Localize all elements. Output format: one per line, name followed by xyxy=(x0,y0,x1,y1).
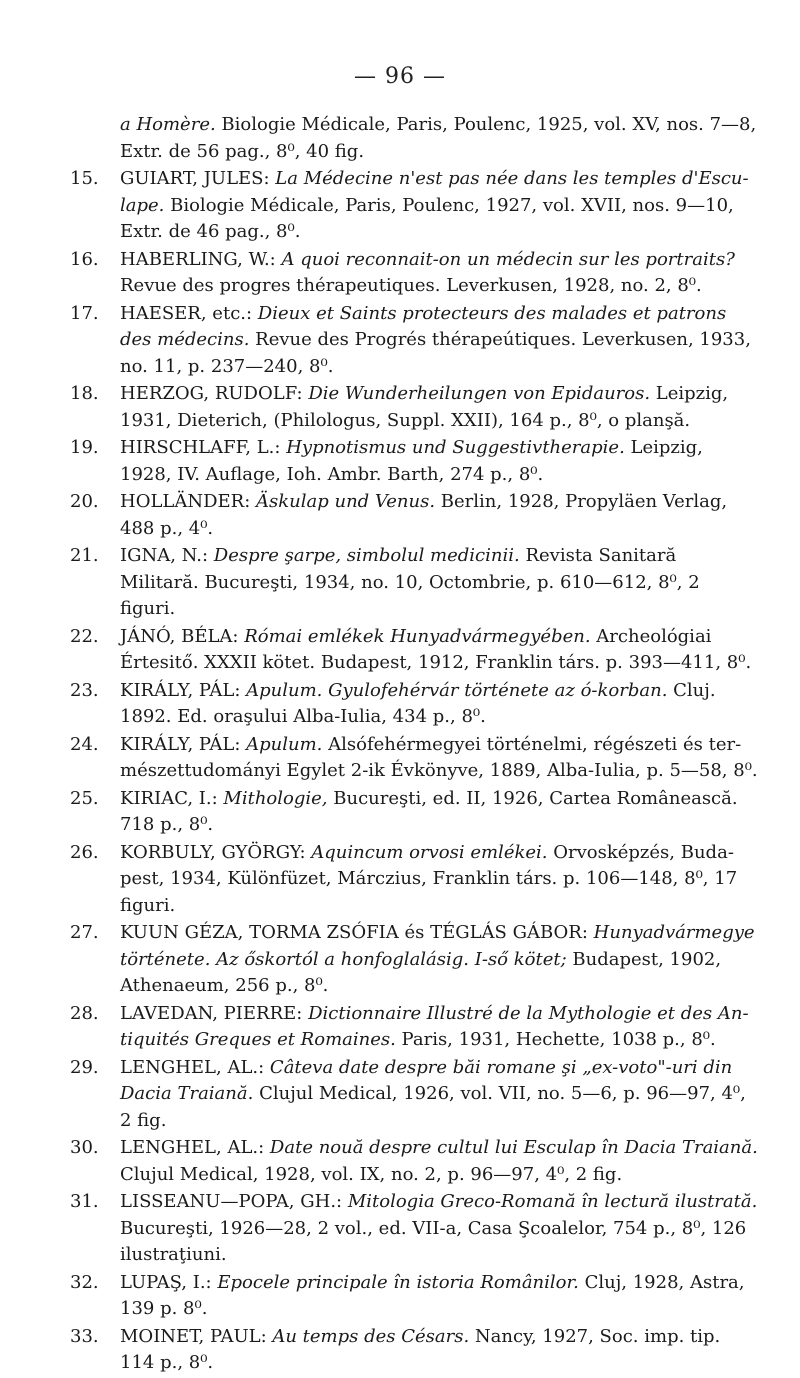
entry-details: Revue des progres thérapeutiques. Leverkusen, 1928, no. 2, 8⁰. xyxy=(120,275,702,296)
entry-title: Despre şarpe, simbolul medicinii. xyxy=(213,545,520,566)
entry-title: Die Wunderheilungen von Epidauros. xyxy=(308,383,651,404)
entry-number: 18. xyxy=(70,383,99,404)
entry-number: 19. xyxy=(70,437,99,458)
entry-title: Mitologia Greco-Romană în lectură ilustrată. xyxy=(347,1191,758,1212)
entry-title: a Homère. xyxy=(120,114,216,135)
entry-title: Äskulap und Venus. xyxy=(256,491,436,512)
entry-number: 20. xyxy=(70,491,99,512)
entry-details: Revista Sanitară Militară. Bucureşti, 1934, no. 10, Octombrie, p. 610—612, 8⁰, 2 figuri. xyxy=(120,545,700,619)
bibliography-entry xyxy=(70,1189,760,1269)
entry-author: IGNA, N.: xyxy=(120,545,214,566)
bibliography-entry xyxy=(70,920,760,1000)
entry-details: Alsófehérmegyei történelmi, régészeti és természettudományi Egylet 2-ik Évkönyve, 1889, Alba-Iulia, p. 5—58, 8⁰. xyxy=(120,733,758,781)
entry-details: Clujul Medical, 1926, vol. VII, no. 5—6, p. 96—97, 4⁰, 2 fig. xyxy=(120,1083,746,1131)
entry-author: MOINET, PAUL: xyxy=(120,1325,273,1347)
bibliography-entry xyxy=(70,112,760,165)
entry-author: KORBULY, GYÖRGY: xyxy=(120,841,312,863)
entry-title: Câteva date despre băi romane şi „ex-voto"-uri din Dacia Traiană. xyxy=(120,1056,733,1104)
entry-number: 24. xyxy=(70,733,99,755)
entry-details: Bucureşti, ed. II, 1926, Cartea Românească. 718 p., 8⁰. xyxy=(120,787,738,835)
bibliography-entry xyxy=(70,624,760,677)
entry-details: Biologie Médicale, Paris, Poulenc, 1925, vol. XV, nos. 7—8, Extr. de 56 pag., 8⁰, 40 fig. xyxy=(120,114,757,162)
entry-number: 31. xyxy=(70,1191,99,1212)
entry-title: Apulum. xyxy=(246,733,323,755)
bibliography-entry xyxy=(70,166,760,246)
entry-title: Apulum. Gyulofehérvár története az ó-korban. xyxy=(246,679,668,701)
entry-title: Au temps des Césars. xyxy=(272,1325,470,1347)
entry-number: 15. xyxy=(70,168,99,189)
entry-details: Biologie Médicale, Paris, Poulenc, 1927, vol. XVII, nos. 9—10, Extr. de 46 pag., 8⁰. xyxy=(120,194,734,242)
entry-author: KUUN GÉZA, TORMA ZSÓFIA és TÉGLÁS GÁBOR: xyxy=(120,922,594,943)
entry-title: Hypnotismus und Suggestivtherapie. xyxy=(286,437,625,458)
entry-author: KIRIAC, I.: xyxy=(120,787,224,809)
bibliography-entry xyxy=(70,489,760,542)
bibliography-entry xyxy=(70,247,760,300)
entry-details: Revue des Progrés thérapeútiques. Leverkusen, 1933, no. 11, p. 237—240, 8⁰. xyxy=(120,329,751,377)
bibliography-entry xyxy=(70,732,760,785)
entry-author: HABERLING, W.: xyxy=(120,248,282,270)
entry-author: GUIART, JULES: xyxy=(120,168,276,189)
entry-number: 17. xyxy=(70,302,99,324)
entry-number: 33. xyxy=(70,1325,99,1347)
bibliography-entry xyxy=(70,1001,760,1054)
entry-title: Dictionnaire Illustré de la Mythologie et des Antiquités Greques et Romaines. xyxy=(120,1002,749,1050)
entry-author: LENGHEL, AL.: xyxy=(120,1056,270,1078)
entry-title: La Médecine n'est pas née dans les temples d'Esculape. xyxy=(120,168,749,216)
entry-number: 26. xyxy=(70,841,99,863)
bibliography-entry xyxy=(70,840,760,920)
entry-title: Epocele principale în istoria Românilor. xyxy=(217,1271,579,1293)
entry-number: 28. xyxy=(70,1002,99,1024)
entry-author: KIRÁLY, PÁL: xyxy=(120,679,247,701)
bibliography-entry xyxy=(70,381,760,434)
entry-number: 22. xyxy=(70,625,99,647)
entry-number: 21. xyxy=(70,545,99,566)
entry-details: Orvosképzés, Budapest, 1934, Különfüzet, Márczius, Franklin társ. p. 106—148, 8⁰, 17 figuri. xyxy=(120,841,738,916)
bibliography-entry xyxy=(70,1324,760,1377)
entry-number: 25. xyxy=(70,787,99,809)
bibliography-entry xyxy=(70,435,760,488)
entry-details: Leipzig, 1931, Dieterich, (Philologus, Suppl. XXII), 164 p., 8⁰, o planşă. xyxy=(120,383,729,431)
entry-title: Date nouă despre cultul lui Esculap în Dacia Traiană. xyxy=(269,1137,758,1158)
entry-author: LISSEANU—POPA, GH.: xyxy=(120,1191,348,1212)
entry-number: 27. xyxy=(70,922,99,943)
page-number: — 96 — xyxy=(354,64,446,89)
entry-details: Paris, 1931, Hechette, 1038 p., 8⁰. xyxy=(395,1029,716,1050)
entry-author: JÁNÓ, BÉLA: xyxy=(120,625,245,647)
entry-title: Aquincum orvosi emlékei. xyxy=(311,841,548,863)
entry-details: Archeológiai Értesitő. XXXII kötet. Budapest, 1912, Franklin társ. p. 393—411, 8⁰. xyxy=(120,625,752,673)
entry-author: LENGHEL, AL.: xyxy=(120,1137,270,1158)
entry-number: 29. xyxy=(70,1056,99,1078)
entry-title: Mithologie, xyxy=(223,787,328,809)
bibliography-entry xyxy=(70,301,760,381)
entry-details: Leipzig, 1928, IV. Auflage, Ioh. Ambr. Barth, 274 p., 8⁰. xyxy=(120,437,703,485)
entry-number: 23. xyxy=(70,679,99,701)
entry-author: HOLLÄNDER: xyxy=(120,491,257,512)
bibliography-entry xyxy=(70,1055,760,1135)
bibliography-entry xyxy=(70,678,760,731)
entry-title: Dieux et Saints protecteurs des malades et patrons des médecins. xyxy=(120,302,727,350)
bibliography-entry xyxy=(70,543,760,623)
entry-author: HIRSCHLAFF, L.: xyxy=(120,437,287,458)
entry-number: 32. xyxy=(70,1271,99,1293)
entry-author: LUPAŞ, I.: xyxy=(120,1271,218,1293)
entry-author: HERZOG, RUDOLF: xyxy=(120,383,309,404)
entry-details: Berlin, 1928, Propyläen Verlag, 488 p., 4⁰. xyxy=(120,491,728,539)
entry-details: Cluj. 1892. Ed. oraşului Alba-Iulia, 434 p., 8⁰. xyxy=(120,679,716,727)
entry-details: Budapest, 1902, Athenaeum, 256 p., 8⁰. xyxy=(120,948,722,996)
entry-details: Clujul Medical, 1928, vol. IX, no. 2, p. 96—97, 4⁰, 2 fig. xyxy=(120,1163,623,1185)
entry-title: Hunyadvármegye története. Az őskortól a honfoglalásig. I-ső kötet; xyxy=(120,922,755,970)
bibliography-entry xyxy=(70,786,760,839)
entry-details: Cluj, 1928, Astra, 139 p. 8⁰. xyxy=(120,1271,745,1319)
bibliography-entry xyxy=(70,1270,760,1323)
bibliography-entry xyxy=(70,1135,760,1188)
entry-author: LAVEDAN, PIERRE: xyxy=(120,1002,309,1024)
entry-title: Római emlékek Hunyadvármegyében. xyxy=(244,625,591,647)
entry-number: 30. xyxy=(70,1137,99,1158)
entry-title: A quoi reconnait-on un médecin sur les portraits? xyxy=(281,248,735,270)
entry-details: Bucureşti, 1926—28, 2 vol., ed. VII-a, Casa Şcoalelor, 754 p., 8⁰, 126 ilustraţiuni. xyxy=(120,1217,747,1265)
entry-details: Nancy, 1927, Soc. imp. tip. 114 p., 8⁰. xyxy=(120,1325,721,1373)
bibliography-list xyxy=(70,112,760,1378)
entry-author: HAESER, etc.: xyxy=(120,302,258,324)
entry-author: KIRÁLY, PÁL: xyxy=(120,733,247,755)
entry-number: 16. xyxy=(70,248,99,270)
